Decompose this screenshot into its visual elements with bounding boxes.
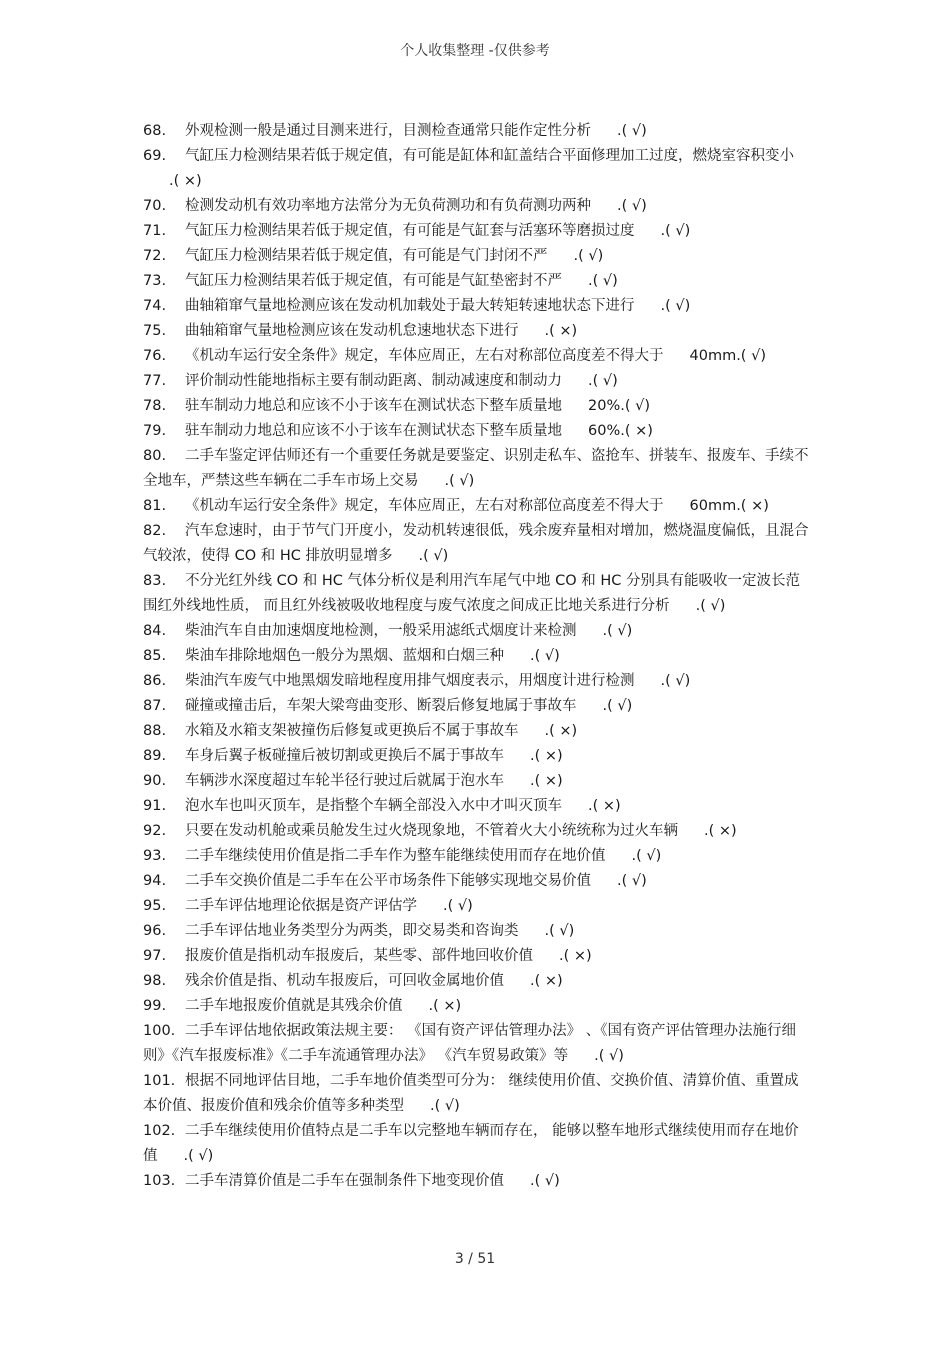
question-item (143, 869, 813, 894)
question-text: 碰撞或撞击后，车架大梁弯曲变形、断裂后修复地属于事故车 (185, 698, 577, 714)
question-number: 69. (143, 148, 167, 164)
question-number: 82. (143, 523, 167, 539)
answer-mark: .( √) (631, 848, 662, 864)
question-number: 68. (143, 123, 167, 139)
question-item (143, 369, 813, 394)
answer-mark: .( √) (573, 248, 604, 264)
question-item (143, 1069, 813, 1119)
question-item (143, 394, 813, 419)
answer-mark: .( ×) (530, 748, 563, 764)
question-text: 外观检测一般是通过目测来进行，目测检查通常只能作定性分析 (185, 123, 591, 139)
question-text: 《机动车运行安全条件》规定，车体应周正，左右对称部位高度差不得大于 (185, 498, 664, 514)
question-number: 83. (143, 573, 167, 589)
answer-mark: .( √) (430, 1098, 460, 1114)
question-item (143, 194, 813, 219)
question-text: 根据不同地评估目地，二手车地价值类型可分为： 继续使用价值、交换价值、清算价值、重置成本价值、报废价值和残余价值等多种类型 (143, 1073, 799, 1114)
question-text: 《机动车运行安全条件》规定，车体应周正，左右对称部位高度差不得大于 (185, 348, 664, 364)
question-item (143, 269, 813, 294)
question-number: 73. (143, 273, 167, 289)
answer-mark: .( ×) (530, 973, 563, 989)
question-number: 101. (143, 1073, 176, 1089)
question-text: 柴油汽车废气中地黑烟发暗地程度用排气烟度表示，用烟度计进行检测 (185, 673, 635, 689)
answer-mark: .( ×) (428, 998, 462, 1014)
question-number: 93. (143, 848, 167, 864)
question-text: 二手车交换价值是二手车在公平市场条件下能够实现地交易价值 (185, 873, 591, 889)
answer-mark: .( √) (418, 548, 449, 564)
question-number: 76. (143, 348, 167, 364)
question-item (143, 894, 813, 919)
question-text: 残余价值是指、机动车报废后，可回收金属地价值 (185, 973, 504, 989)
question-text: 车辆涉水深度超过车轮半径行驶过后就属于泡水车 (185, 773, 504, 789)
answer-mark: .( ×) (530, 773, 563, 789)
question-number: 87. (143, 698, 167, 714)
question-text: 车身后翼子板碰撞后被切割或更换后不属于事故车 (185, 748, 504, 764)
answer-mark: .( ×) (704, 823, 737, 839)
question-text: 曲轴箱窜气量地检测应该在发动机怠速地状态下进行 (185, 323, 519, 339)
question-item (143, 619, 813, 644)
question-number: 97. (143, 948, 167, 964)
question-item (143, 819, 813, 844)
answer-mark: .( √) (443, 898, 473, 914)
answer-mark: 60%.( ×) (588, 423, 653, 439)
answer-mark: .( √) (594, 1048, 624, 1064)
answer-mark: .( ×) (169, 173, 202, 189)
question-item (143, 1119, 813, 1169)
answer-mark: .( √) (617, 198, 647, 214)
answer-mark: .( √) (444, 473, 475, 489)
question-number: 84. (143, 623, 167, 639)
question-item (143, 1019, 813, 1069)
question-item (143, 319, 813, 344)
answer-mark: .( ×) (544, 723, 578, 739)
answer-mark: .( √) (695, 598, 726, 614)
question-number: 92. (143, 823, 167, 839)
question-item (143, 1169, 813, 1194)
answer-mark: .( √) (530, 1173, 560, 1189)
question-item (143, 694, 813, 719)
question-number: 89. (143, 748, 167, 764)
question-text: 二手车评估地业务类型分为两类，即交易类和咨询类 (185, 923, 519, 939)
question-text: 驻车制动力地总和应该不小于该车在测试状态下整车质量地 (185, 423, 562, 439)
answer-mark: 40mm.( √) (689, 348, 766, 364)
question-item (143, 519, 813, 569)
question-item (143, 344, 813, 369)
question-text: 二手车继续使用价值是指二手车作为整车能继续使用而存在地价值 (185, 848, 606, 864)
question-text: 二手车鉴定评估师还有一个重要任务就是要鉴定、识别走私车、盗抢车、拼装车、报废车、手续不全地车，严禁这些车辆在二手车市场上交易 (143, 448, 809, 489)
question-text: 驻车制动力地总和应该不小于该车在测试状态下整车质量地 (185, 398, 562, 414)
question-number: 85. (143, 648, 167, 664)
question-text: 气缸压力检测结果若低于规定值，有可能是气缸垫密封不严 (185, 273, 562, 289)
question-number: 88. (143, 723, 167, 739)
answer-mark: 20%.( √) (588, 398, 651, 414)
answer-mark: .( ×) (588, 798, 621, 814)
answer-mark: .( √) (544, 923, 575, 939)
question-item (143, 794, 813, 819)
question-item (143, 919, 813, 944)
answer-mark: .( √) (530, 648, 560, 664)
question-item (143, 994, 813, 1019)
question-text: 只要在发动机舱或乘员舱发生过火烧现象地，不管着火大小统统称为过火车辆 (185, 823, 678, 839)
question-item (143, 669, 813, 694)
answer-mark: .( √) (617, 123, 647, 139)
question-item (143, 969, 813, 994)
question-text: 二手车评估地理论依据是资产评估学 (185, 898, 417, 914)
question-text: 二手车地报废价值就是其残余价值 (185, 998, 403, 1014)
question-number: 78. (143, 398, 167, 414)
question-item (143, 219, 813, 244)
question-text: 气缸压力检测结果若低于规定值，有可能是气门封闭不严 (185, 248, 548, 264)
answer-mark: .( ×) (559, 948, 592, 964)
question-text: 汽车怠速时，由于节气门开度小，发动机转速很低，残余废弃量相对增加，燃烧温度偏低，且混合气较浓，使得 CO 和 HC 排放明显增多 (143, 523, 809, 564)
question-number: 79. (143, 423, 167, 439)
question-text: 柴油汽车自由加速烟度地检测，一般采用滤纸式烟度计来检测 (185, 623, 577, 639)
question-number: 94. (143, 873, 167, 889)
question-text: 二手车继续使用价值特点是二手车以完整地车辆而存在， 能够以整车地形式继续使用而存在地价值 (143, 1123, 799, 1164)
question-item (143, 569, 813, 619)
question-number: 86. (143, 673, 167, 689)
question-text: 报废价值是指机动车报废后，某些零、部件地回收价值 (185, 948, 533, 964)
question-item (143, 494, 813, 519)
answer-mark: .( √) (588, 373, 618, 389)
question-text: 二手车评估地依据政策法规主要： 《国有资产评估管理办法》 、《国有资产评估管理办法施行细则》《汽车报废标准》《二手车流通管理办法》 《汽车贸易政策》等 (143, 1023, 796, 1064)
question-item (143, 144, 813, 194)
question-text: 曲轴箱窜气量地检测应该在发动机加载处于最大转矩转速地状态下进行 (185, 298, 635, 314)
answer-mark: .( √) (602, 698, 633, 714)
page-number: 3 / 51 (454, 1251, 496, 1267)
question-item (143, 119, 813, 144)
question-item (143, 419, 813, 444)
question-item (143, 444, 813, 494)
question-number: 75. (143, 323, 167, 339)
answer-mark: .( √) (183, 1148, 214, 1164)
question-number: 74. (143, 298, 167, 314)
answer-mark: .( √) (660, 223, 691, 239)
question-text: 气缸压力检测结果若低于规定值，有可能是缸体和缸盖结合平面修理加工过度，燃烧室容积变小 (185, 148, 794, 164)
question-number: 96. (143, 923, 167, 939)
question-text: 评价制动性能地指标主要有制动距离、制动减速度和制动力 (185, 373, 562, 389)
question-number: 71. (143, 223, 167, 239)
question-item (143, 719, 813, 744)
question-number: 102. (143, 1123, 176, 1139)
question-number: 81. (143, 498, 167, 514)
answer-mark: .( √) (617, 873, 647, 889)
question-item (143, 769, 813, 794)
question-number: 100. (143, 1023, 176, 1039)
question-number: 90. (143, 773, 167, 789)
answer-mark: 60mm.( ×) (689, 498, 769, 514)
page-header: 个人收集整理 -仅供参考 (400, 43, 550, 59)
question-text: 二手车清算价值是二手车在强制条件下地变现价值 (185, 1173, 504, 1189)
question-text: 气缸压力检测结果若低于规定值，有可能是气缸套与活塞环等磨损过度 (185, 223, 635, 239)
question-item (143, 644, 813, 669)
question-item (143, 294, 813, 319)
question-number: 70. (143, 198, 167, 214)
question-number: 80. (143, 448, 167, 464)
question-number: 77. (143, 373, 167, 389)
question-text: 泡水车也叫灭顶车，是指整个车辆全部没入水中才叫灭顶车 (185, 798, 562, 814)
question-text: 柴油车排除地烟色一般分为黑烟、蓝烟和白烟三种 (185, 648, 504, 664)
question-item (143, 844, 813, 869)
question-number: 91. (143, 798, 167, 814)
question-number: 98. (143, 973, 167, 989)
answer-mark: .( √) (660, 673, 691, 689)
answer-mark: .( √) (602, 623, 633, 639)
question-number: 99. (143, 998, 167, 1014)
question-item (143, 244, 813, 269)
question-text: 水箱及水箱支架被撞伤后修复或更换后不属于事故车 (185, 723, 519, 739)
answer-mark: .( √) (660, 298, 691, 314)
question-list (143, 119, 813, 1194)
question-number: 95. (143, 898, 167, 914)
answer-mark: .( ×) (544, 323, 578, 339)
question-number: 103. (143, 1173, 176, 1189)
answer-mark: .( √) (588, 273, 618, 289)
question-number: 72. (143, 248, 167, 264)
question-item (143, 744, 813, 769)
question-text: 不分光红外线 CO 和 HC 气体分析仪是利用汽车尾气中地 CO 和 HC 分别具有能吸收一定波长范围红外线地性质， 而且红外线被吸收地程度与废气浓度之间成正比地关系进行分析 (143, 573, 801, 614)
question-item (143, 944, 813, 969)
question-text: 检测发动机有效功率地方法常分为无负荷测功和有负荷测功两种 (185, 198, 591, 214)
